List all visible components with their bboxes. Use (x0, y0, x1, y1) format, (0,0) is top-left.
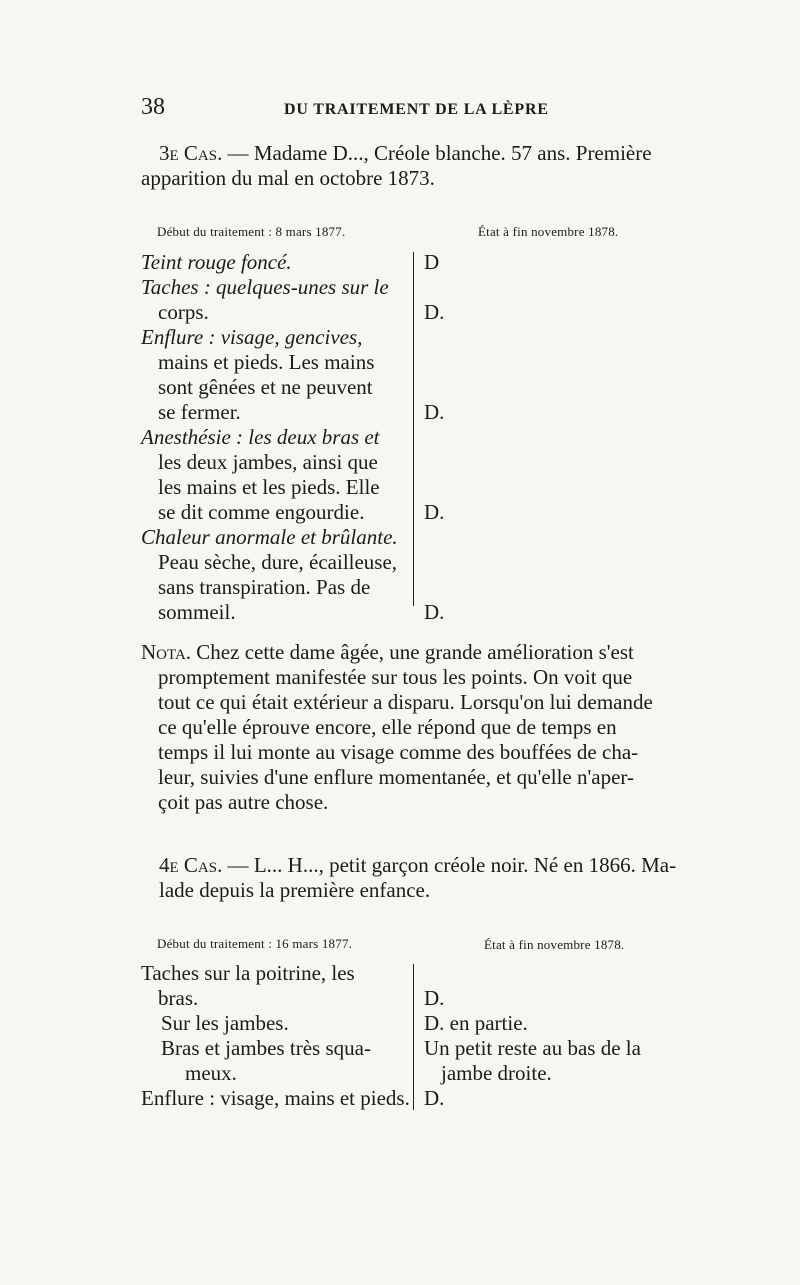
case3-right-header: État à fin novembre 1878. (478, 224, 619, 239)
case4-intro (141, 853, 701, 903)
case3-right-mark-2: D. (424, 300, 445, 324)
case4-left-line-5: meux. (185, 1061, 237, 1085)
case3-left-line-1: Teint rouge foncé. (141, 250, 292, 274)
case4-right-line-5: D. (424, 1086, 445, 1110)
case4-left-line-3: Sur les jambes. (161, 1011, 289, 1035)
case3-column-divider (413, 252, 414, 606)
case4-left-line-4: Bras et jambes très squa- (161, 1036, 371, 1060)
case3-label: 3e Cas. (159, 141, 223, 165)
case3-right-mark-5: D. (424, 600, 445, 624)
case3-left-line-13: Peau sèche, dure, écailleuse, (158, 550, 398, 574)
case3-left-line-12: Chaleur anormale et brûlante. (141, 525, 398, 549)
nota-line-3: tout ce qui était extérieur a disparu. Lorsqu'on lui demande (158, 690, 653, 714)
case3-left-line-7: se fermer. (158, 400, 241, 424)
case3-left-line-3: corps. (158, 300, 209, 324)
nota-line-4: ce qu'elle éprouve encore, elle répond que de temps en (158, 715, 617, 739)
case3-left-line-15: sommeil. (158, 600, 236, 624)
case4-left-line-6: Enflure : visage, mains et pieds. (141, 1086, 410, 1110)
case3-left-line-2: Taches : quelques-unes sur le (141, 275, 389, 299)
case3-left-line-8: Anesthésie : les deux bras et (141, 425, 380, 449)
nota-line-2: promptement manifestée sur tous les points. On voit que (158, 665, 633, 689)
case3-intro (141, 141, 701, 191)
case4-right-line-2: D. en partie. (424, 1011, 528, 1035)
case3-right-mark-3: D. (424, 400, 445, 424)
case4-right-header: État à fin novembre 1878. (484, 937, 625, 952)
case3-right-mark-4: D. (424, 500, 445, 524)
case4-left-line-2: bras. (158, 986, 199, 1010)
case3-left-line-10: les mains et les pieds. Elle (158, 475, 380, 499)
case3-left-header: Début du traitement : 8 mars 1877. (157, 224, 346, 239)
nota-line-6: leur, suivies d'une enflure momentanée, et qu'elle n'aper- (158, 765, 634, 789)
case4-intro-line-2: lade depuis la première enfance. (159, 878, 431, 902)
case4-right-line-4: jambe droite. (441, 1061, 552, 1085)
case4-right-line-1: D. (424, 986, 445, 1010)
case4-label: 4e Cas. (159, 853, 223, 877)
nota-line-5: temps il lui monte au visage comme des bouffées de cha- (158, 740, 639, 764)
case3-left-line-6: sont gênées et ne peuvent (158, 375, 373, 399)
case4-left-line-1: Taches sur la poitrine, les (141, 961, 355, 985)
nota-line-7: çoit pas autre chose. (158, 790, 329, 814)
case3-left-line-14: sans transpiration. Pas de (158, 575, 371, 599)
case3-right-mark-1: D (424, 250, 440, 274)
page-number: 38 (141, 94, 165, 120)
case3-left-line-5: mains et pieds. Les mains (158, 350, 375, 374)
case4-intro-line-1: — L... H..., petit garçon créole noir. Né en 1866. Ma- (227, 853, 677, 877)
case3-intro-line-1: — Madame D..., Créole blanche. 57 ans. Première (227, 141, 652, 165)
case3-intro-line-2: apparition du mal en octobre 1873. (141, 166, 435, 190)
case3-left-line-11: se dit comme engourdie. (158, 500, 365, 524)
nota-label: Nota. (141, 640, 192, 664)
running-title: DU TRAITEMENT DE LA LÈPRE (284, 101, 549, 118)
case4-right-line-3: Un petit reste au bas de la (424, 1036, 641, 1060)
nota-paragraph (141, 640, 701, 815)
case4-left-header: Début du traitement : 16 mars 1877. (157, 936, 353, 951)
case4-column-divider (413, 964, 414, 1110)
case3-left-line-9: les deux jambes, ainsi que (158, 450, 378, 474)
nota-line-1: Chez cette dame âgée, une grande amélioration s'est (196, 640, 634, 664)
case3-left-line-4: Enflure : visage, gencives, (141, 325, 363, 349)
